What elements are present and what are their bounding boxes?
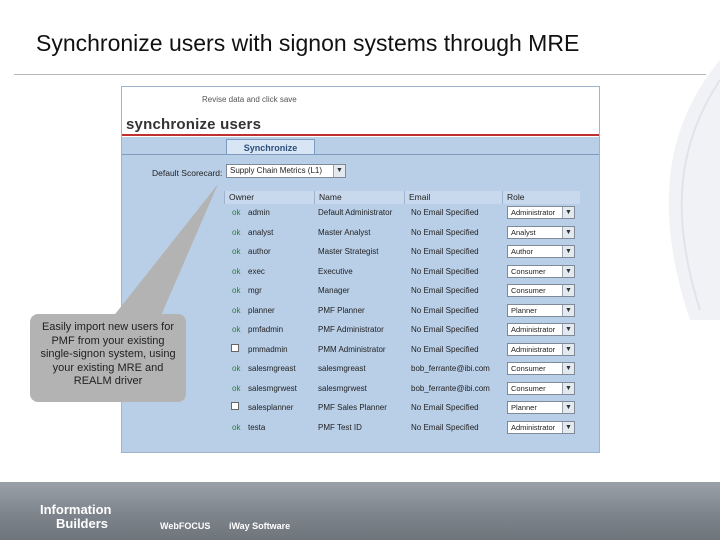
name-cell: PMF Planner xyxy=(318,305,365,315)
status-ok: ok xyxy=(232,422,241,432)
chevron-down-icon[interactable]: ▼ xyxy=(562,363,574,374)
slide-title: Synchronize users with signon systems through MRE xyxy=(36,30,580,56)
column-header-owner[interactable]: Owner xyxy=(224,191,314,204)
email-cell: No Email Specified xyxy=(411,344,479,354)
role-select[interactable] xyxy=(507,362,575,375)
logo-line1: Information xyxy=(40,502,112,517)
heading-divider xyxy=(122,134,599,136)
decorative-swoosh xyxy=(580,60,720,320)
chevron-down-icon[interactable]: ▼ xyxy=(562,246,574,257)
owner-cell: planner xyxy=(248,305,275,315)
table-row xyxy=(122,263,599,283)
name-cell: Default Administrator xyxy=(318,208,393,217)
column-header-name[interactable]: Name xyxy=(314,191,404,204)
role-select[interactable] xyxy=(507,206,575,219)
chevron-down-icon[interactable]: ▼ xyxy=(333,165,345,177)
status-ok: ok xyxy=(232,247,241,256)
information-builders-logo xyxy=(40,503,112,531)
owner-cell: salesplanner xyxy=(248,403,294,412)
chevron-down-icon[interactable]: ▼ xyxy=(562,305,574,316)
status-ok: ok xyxy=(232,383,241,393)
name-cell: Master Analyst xyxy=(318,227,371,237)
email-cell: No Email Specified xyxy=(411,227,479,237)
role-value: Planner xyxy=(511,305,537,315)
role-select[interactable] xyxy=(507,226,575,239)
status-ok: ok xyxy=(232,227,241,237)
role-select[interactable] xyxy=(507,284,575,297)
owner-cell: salesmgrwest xyxy=(248,383,297,393)
table-row xyxy=(122,321,599,341)
tab-divider xyxy=(122,154,599,155)
role-value: Administrator xyxy=(511,344,556,354)
owner-cell: admin xyxy=(248,208,270,217)
chevron-down-icon[interactable]: ▼ xyxy=(562,324,574,335)
email-cell: No Email Specified xyxy=(411,208,479,217)
owner-cell: testa xyxy=(248,422,266,432)
email-cell: No Email Specified xyxy=(411,305,479,315)
name-cell: PMM Administrator xyxy=(318,344,386,354)
logo-line2: Builders xyxy=(56,516,109,531)
import-checkbox[interactable] xyxy=(231,344,239,352)
role-select[interactable] xyxy=(507,421,575,434)
default-scorecard-select[interactable] xyxy=(226,164,346,178)
name-cell: PMF Administrator xyxy=(318,325,384,334)
email-cell: No Email Specified xyxy=(411,247,479,256)
owner-cell: exec xyxy=(248,266,265,276)
screen-heading: synchronize users xyxy=(126,116,262,133)
email-cell: No Email Specified xyxy=(411,422,479,432)
chevron-down-icon[interactable]: ▼ xyxy=(562,402,574,413)
name-cell: PMF Test ID xyxy=(318,422,362,432)
chevron-down-icon[interactable]: ▼ xyxy=(562,285,574,296)
name-cell: PMF Sales Planner xyxy=(318,403,387,412)
name-cell: salesmgreast xyxy=(318,364,366,373)
table-row xyxy=(122,419,599,439)
owner-cell: pmmadmin xyxy=(248,344,288,354)
email-cell: No Email Specified xyxy=(411,325,479,334)
status-ok: ok xyxy=(232,208,241,217)
chevron-down-icon[interactable]: ▼ xyxy=(562,344,574,355)
table-row xyxy=(122,341,599,361)
table-row xyxy=(122,282,599,302)
instruction-text: Revise data and click save xyxy=(202,95,297,104)
email-cell: No Email Specified xyxy=(411,403,479,412)
table-row xyxy=(122,204,599,224)
role-value: Planner xyxy=(511,403,537,412)
default-scorecard-label: Default Scorecard: xyxy=(152,168,223,178)
email-cell: No Email Specified xyxy=(411,266,479,276)
table-row xyxy=(122,243,599,263)
name-cell: Master Strategist xyxy=(318,247,379,256)
tab-synchronize[interactable]: Synchronize xyxy=(226,139,315,155)
owner-cell: author xyxy=(248,247,271,256)
name-cell: salesmgrwest xyxy=(318,383,367,393)
callout-box: Easily import new users for PMF from your existing single-signon system, using your existing MRE and REALM driver xyxy=(30,314,186,402)
owner-cell: analyst xyxy=(248,227,274,237)
role-value: Analyst xyxy=(511,227,536,237)
status-ok: ok xyxy=(232,325,241,334)
chevron-down-icon[interactable]: ▼ xyxy=(562,383,574,394)
email-cell: No Email Specified xyxy=(411,286,479,295)
status-ok: ok xyxy=(232,286,241,295)
footer-webfocus: WebFOCUS xyxy=(160,521,211,531)
table-row xyxy=(122,380,599,400)
owner-cell: salesmgreast xyxy=(248,364,296,373)
chevron-down-icon[interactable]: ▼ xyxy=(562,227,574,238)
footer-iway: iWay Software xyxy=(229,521,291,531)
chevron-down-icon[interactable]: ▼ xyxy=(562,422,574,433)
column-header-email[interactable]: Email xyxy=(404,191,502,204)
status-ok: ok xyxy=(232,305,241,315)
role-value: Consumer xyxy=(511,364,546,373)
role-value: Administrator xyxy=(511,325,556,334)
default-scorecard-value: Supply Chain Metrics (L1) xyxy=(230,166,323,175)
role-select[interactable] xyxy=(507,382,575,395)
status-ok: ok xyxy=(232,266,241,276)
sync-users-screen xyxy=(121,86,600,453)
role-value: Administrator xyxy=(511,208,556,217)
role-select[interactable] xyxy=(507,343,575,356)
role-value: Consumer xyxy=(511,383,546,393)
chevron-down-icon[interactable]: ▼ xyxy=(562,266,574,277)
owner-cell: pmfadmin xyxy=(248,325,284,334)
email-cell: bob_ferrante@ibi.com xyxy=(411,383,490,393)
table-row xyxy=(122,360,599,380)
column-header-role[interactable]: Role xyxy=(502,191,580,204)
name-cell: Manager xyxy=(318,286,350,295)
email-cell: bob_ferrante@ibi.com xyxy=(411,364,490,373)
role-select[interactable] xyxy=(507,323,575,336)
owner-cell: mgr xyxy=(248,286,262,295)
chevron-down-icon[interactable]: ▼ xyxy=(562,207,574,218)
role-select[interactable] xyxy=(507,304,575,317)
import-checkbox[interactable] xyxy=(231,402,239,410)
role-value: Consumer xyxy=(511,266,546,276)
name-cell: Executive xyxy=(318,266,353,276)
table-row xyxy=(122,224,599,244)
table-row xyxy=(122,399,599,419)
role-select[interactable] xyxy=(507,265,575,278)
status-ok: ok xyxy=(232,364,241,373)
table-row xyxy=(122,302,599,322)
role-select[interactable] xyxy=(507,401,575,414)
role-value: Consumer xyxy=(511,286,546,295)
role-value: Administrator xyxy=(511,422,556,432)
role-value: Author xyxy=(511,247,534,256)
role-select[interactable] xyxy=(507,245,575,258)
